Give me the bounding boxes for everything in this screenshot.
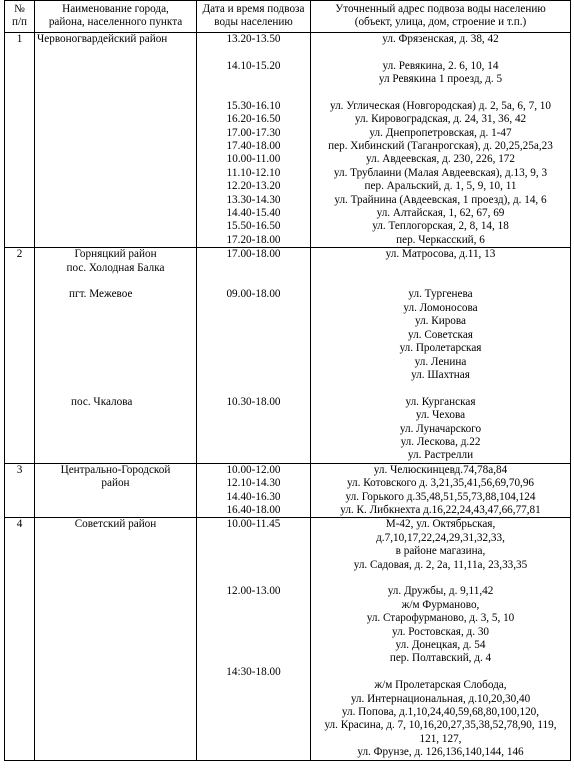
delivery-times: 17.00-18.00 09.00-18.00 10.30-18.00 — [197, 248, 311, 463]
delivery-addresses: ул. Фрязенская, д. 38, 42 ул. Ревякина, 2. 6, 10, 14 ул Ревякина 1 проезд, д. 5 ул. Углическая (Новгородская) д. 2, 5а, 6, 7, 10 ул. Кировоградская, д. 24, 31, 36, 42 ул. Днепропетровская, д. 1-47 пер. Хибинский (Таганрогская), д. 20,25,25а,23 ул. Авдеевская, д. 230, 226, 172 ул. Трублаини (Малая Авдеевская), д.13, 9, 3 пер. Аральский, д. 1, 5, 9, 10, 11 ул. Трайнина (Авдеевская, 1 проезд), д. 14, 6 ул. Алтайская, 1, 62, 67, 69 ул. Теплогорская, 2, 8, 14, 18 пер. Черкасский, 6 — [311, 32, 571, 247]
delivery-times: 10.00-12.00 12.10-14.30 14.40-16.30 16.40-18.00 — [197, 463, 311, 518]
table-row — [5, 32, 571, 247]
district-name: Центрально-Городской район — [35, 463, 197, 518]
delivery-addresses: ул. Челюскинцевд.74,78а,84 ул. Котовского д. 3,21,35,41,56,69,70,96 ул. Горького д.35,48,51,55,73,88,104,124 ул. К. Либкнехта д.16,22,24,43,47,66,77,81 — [311, 463, 571, 518]
district-name: Горняцкий район пос. Холодная Балка пгт. Межевое пос. Чкалова — [35, 248, 197, 463]
header-time: Дата и время подвоза воды населению — [197, 1, 311, 33]
district-name: Червоногвардейский район — [35, 32, 197, 247]
header-name: Наименование города, района, населенного пункта — [35, 1, 197, 33]
district-name: Советский район — [35, 518, 197, 760]
delivery-addresses: ул. Матросова, д.11, 13 ул. Тургенева ул. Ломоносова ул. Кирова ул. Советская ул. Пролетарская ул. Ленина ул. Шахтная ул. Курганская ул. Чехова ул. Луначарского ул. Лескова, д.22 ул. Растрелли — [311, 248, 571, 463]
delivery-addresses: М-42, ул. Октябрьская, д.7,10,17,22,24,29,31,32,33, в районе магазина, ул. Садовая, д. 2, 2а, 11,11а, 23,33,35 ул. Дружбы, д. 9,11,42 ж/м Фурманово, ул. Старофурманово, д. 3, 5, 10 ул. Ростовская, д. 30 ул. Донецкая, д. 54 пер. Полтавский, д. 4 ж/м Пролетарская Слобода, ул. Интернациональная, д.10,20,30,40 ул. Попова, д.1,10,24,40,59,68,80,100,120, ул. Красина, д. 7, 10,16,20,27,35,38,52,78,90, 119, 121, 127, ул. Фрунзе, д. 126,136,140,144, 146 — [311, 518, 571, 760]
row-number: 2 — [5, 248, 35, 463]
row-number: 3 — [5, 463, 35, 518]
header-address: Уточненный адрес подвоза воды населению (объект, улица, дом, строение и т.п.) — [311, 1, 571, 33]
table-row — [5, 518, 571, 760]
table-row — [5, 248, 571, 463]
table-row — [5, 463, 571, 518]
water-delivery-table — [4, 0, 571, 761]
row-number: 4 — [5, 518, 35, 760]
delivery-times: 10.00-11.45 12.00-13.00 14:30-18.00 — [197, 518, 311, 760]
document-page — [4, 0, 571, 761]
delivery-times: 13.20-13.50 14.10-15.20 15.30-16.10 16.20-16.50 17.00-17.30 17.40-18.00 10.00-11.00 11.10-12.10 12.20-13.20 13.30-14.30 14.40-15.40 15.50-16.50 17.20-18.00 — [197, 32, 311, 247]
table-header-row — [5, 1, 571, 33]
header-number: № п/п — [5, 1, 35, 33]
row-number: 1 — [5, 32, 35, 247]
